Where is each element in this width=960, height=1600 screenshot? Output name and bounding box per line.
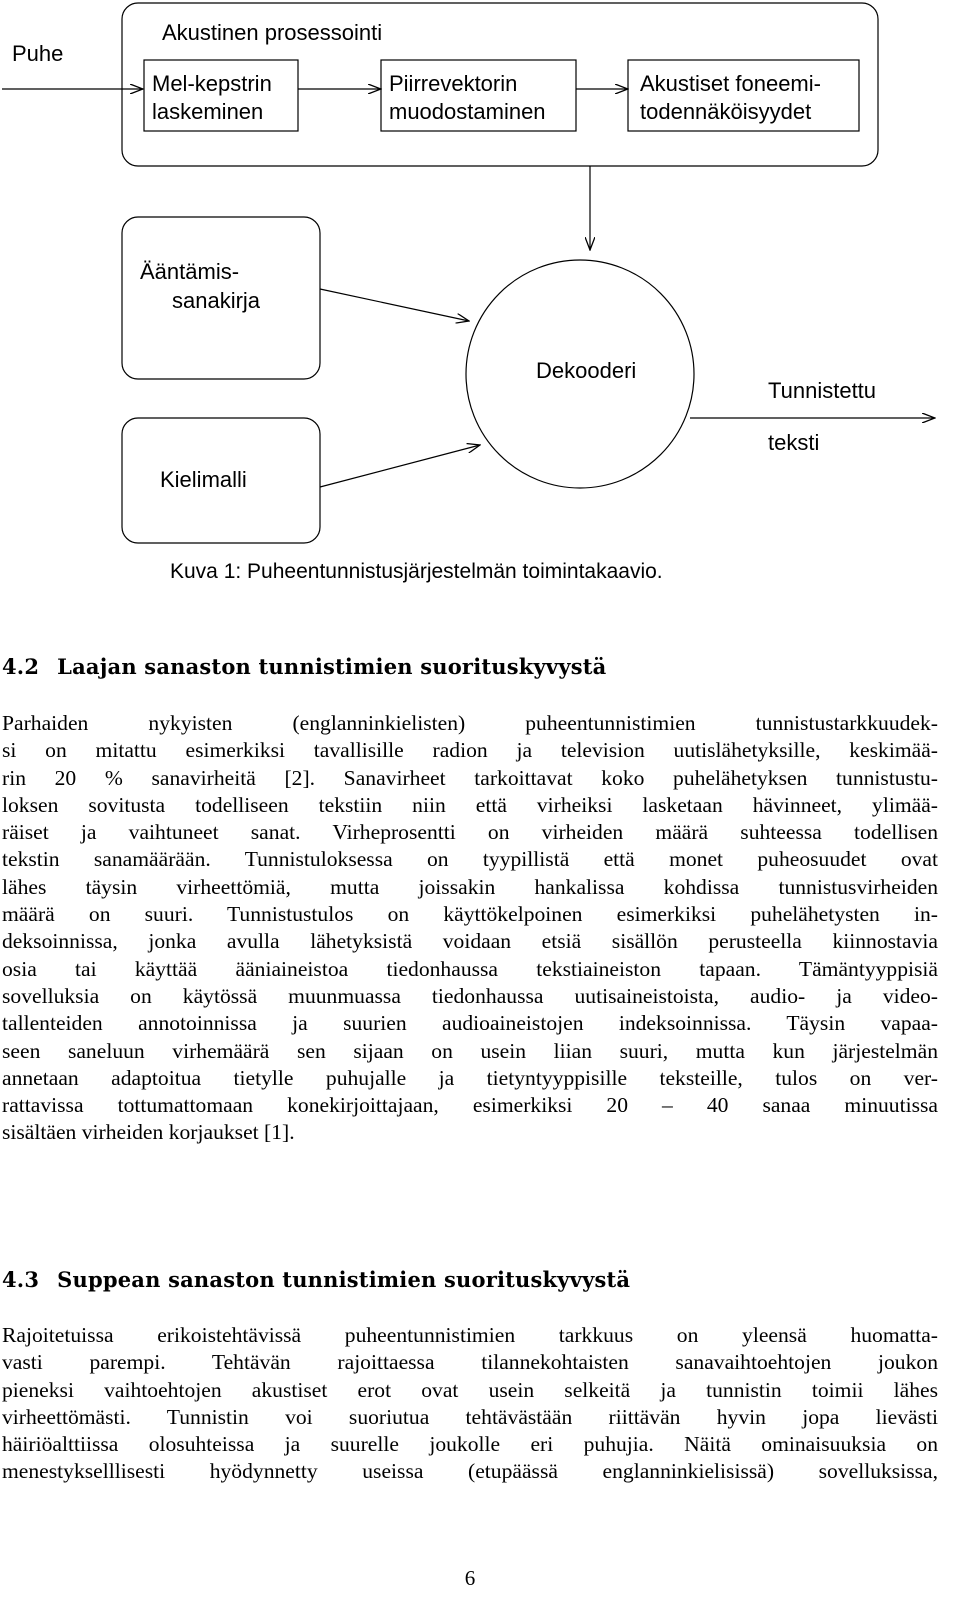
paragraph-line: seen saneluun virhemäärä sen sijaan on usein liian suuri, mutta kun järjestelmän [2,1038,938,1063]
pronunciation-dictionary-line2: sanakirja [172,288,261,313]
paragraph-line: sovelluksia on käytössä muunmuassa tiedonhaussa uutisaineistoista, audio- ja video- [2,983,938,1008]
mel-cepstrum-line2: laskeminen [152,99,264,124]
paragraph-line: menestykselllisesti hyödynnetty useissa (etupäässä englanninkielisissä) sovelluksissa, [2,1459,938,1484]
section-4-3-title: Suppean sanaston tunnistimien suorituskyvystä [57,1267,631,1292]
phoneme-probabilities-line1: Akustiset foneemi- [640,71,821,96]
language-model-label: Kielimalli [160,467,247,492]
paragraph-line: vasti parempi. Tehtävän rajoittaessa tilannekohtaisten sanavaihtoehtojen joukon [2,1350,938,1375]
output-label-line2: teksti [768,430,820,455]
section-4-3-paragraph [2,1322,938,1486]
decoder-label: Dekooderi [536,358,637,383]
section-4-2-number: 4.2 [2,654,40,679]
paragraph-line: häiriöalttiissa olosuhteissa ja suurelle joukolle eri puhujia. Näitä ominaisuuksia on [2,1432,938,1457]
paragraph-line: Parhaiden nykyisten (englanninkielisten) puheentunnistimien tunnistustarkkuudek- [2,711,938,735]
feature-vector-line2: muodostaminen [389,99,546,124]
arrow-language-model-to-decoder [320,445,480,487]
paragraph-line: lähes täysin virheettömiä, mutta joissakin hankalissa kohdissa tunnistusvirheiden [2,874,938,899]
section-4-2-title: Laajan sanaston tunnistimien suorituskyvystä [57,654,607,679]
paragraph-line: Rajoitetuissa erikoistehtävissä puheentunnistimien tarkkuus on yleensä huomatta- [2,1323,938,1347]
output-label-line1: Tunnistettu [768,378,877,403]
mel-cepstrum-line1: Mel-kepstrin [152,71,272,96]
pronunciation-dictionary-line1: Ääntämis- [140,259,240,284]
paragraph-line: tekstin sanamäärään. Tunnistuloksessa on tyypillistä että monet puheosuudet ovat [2,847,938,872]
paragraph-line: tallenteiden annotoinnissa ja suurien audioaineistojen indeksoinnissa. Täysin vapaa- [2,1011,938,1036]
paragraph-line: deksoinnissa, jonka avulla lähetyksistä voidaan etsiä sisällön perusteella kiinnostavia [2,929,938,954]
speech-recognition-flow-diagram [0,0,960,560]
paragraph-line: sisältäen virheiden korjaukset [1]. [2,1120,295,1145]
page-number: 6 [464,1566,476,1590]
figure-caption: Kuva 1: Puheentunnistusjärjestelmän toimintakaavio. [170,560,663,583]
paragraph-line: annetaan adaptoitua tietylle puhujalle ja tietyntyyppisille teksteille, tulos on ver- [2,1065,938,1090]
paragraph-line: määrä on suuri. Tunnistustulos on käyttökelpoinen esimerkiksi puhelähetysten in- [2,902,938,927]
input-label: Puhe [12,41,64,66]
section-4-2-heading [2,654,606,679]
paragraph-line: räiset ja vaihtuneet sanat. Virheprosentti on virheiden määrä suhteessa todellisen [2,820,938,845]
paragraph-line: virheettömästi. Tunnistin voi suoriutua tehtävästään riittävän hyvin jopa lievästi [2,1404,938,1429]
arrow-dictionary-to-decoder [320,289,469,321]
paragraph-line: loksen sovitusta todelliseen tekstiin niin että virheiksi lasketaan hävinneet, ylimää- [2,792,938,817]
paragraph-line: rin 20 % sanavirheitä [2]. Sanavirheet tarkoittavat koko puhelähetyksen tunnistustu- [2,765,938,790]
paragraph-line: rattavissa tottumattomaan konekirjoittajaan, esimerkiksi 20 – 40 sanaa minuutissa [2,1093,938,1118]
paragraph-line: osia tai käyttää ääniaineistoa tiedonhaussa tekstiaineiston tapaan. Tämäntyyppisiä [2,956,938,981]
paragraph-line: si on mitattu esimerkiksi tavallisille radion ja television uutislähetyksille, keskimää- [2,738,938,763]
paragraph-line: pieneksi vaihtoehtojen akustiset erot ovat usein selkeitä ja tunnistin toimii lähes [2,1377,938,1402]
section-4-3-number: 4.3 [2,1267,40,1292]
feature-vector-line1: Piirrevektorin [389,71,518,96]
section-4-3-heading [2,1267,630,1292]
acoustic-processing-title: Akustinen prosessointi [162,20,383,45]
section-4-2-paragraph [2,710,938,1147]
phoneme-probabilities-line2: todennäköisyydet [640,99,812,124]
